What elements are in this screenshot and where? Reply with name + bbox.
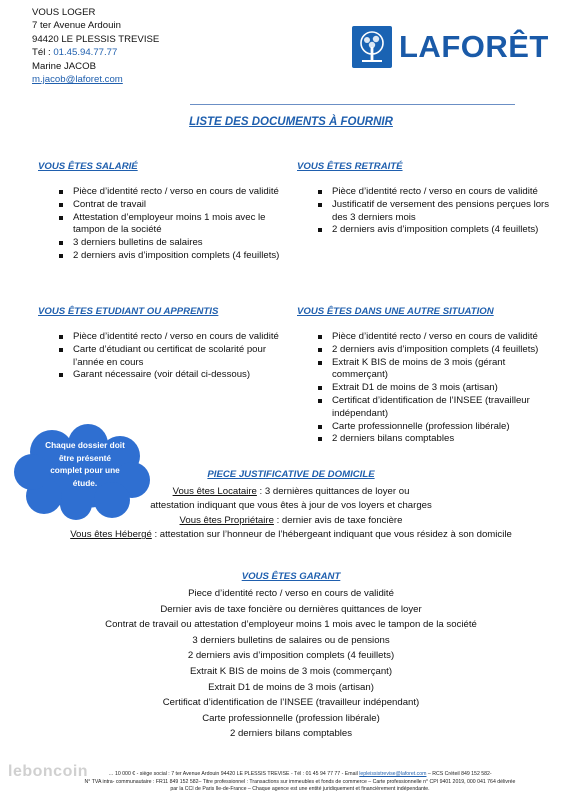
list-item: Pièce d’identité recto / verso en cours de validité — [297, 331, 559, 344]
garant-list — [0, 586, 582, 742]
sender-email-link[interactable]: m.jacob@laforet.com — [32, 74, 123, 86]
footer-email-link[interactable]: lepleissistrevise@laforet.com — [359, 771, 427, 777]
footer-line-2: N° TVA intra- communautaire : FR11 849 152 582– Titre professionnel : Transactions sur immeubles et fonds de commerce – Carte professionnelle n° CPI 9401 2019, 000 041 764 délivrée — [84, 778, 516, 785]
list-item: 2 derniers avis d’imposition complets (4 feuillets) — [187, 650, 395, 662]
list-item: Pièce d’identité recto / verso en cours de validité — [297, 186, 559, 199]
list-item: 2 derniers bilans comptables — [229, 728, 353, 740]
sender-street: 7 ter Avenue Ardouin — [32, 20, 121, 32]
footer-line-1: … 10 000 € - siège social : 7 ter Avenue Ardouin 94420 LE PLESSIS TREVISE - Tél : 01 45 94 77 77 - Email lepleissistrevise@laforet.com – RCS Créteil 849 152 582- — [108, 771, 492, 777]
list-item: Extrait D1 de moins de 3 mois (artisan) — [208, 681, 374, 693]
list-item: 2 derniers avis d’imposition complets (4 feuillets) — [297, 224, 559, 237]
list-item: Pièce d’identité recto / verso en cours de validité — [38, 331, 288, 344]
list-item: Carte professionnelle (profession libérale) — [202, 712, 380, 724]
domicile-locataire-2: attestation indiquant que vous êtes à jour de vos loyers et charges — [150, 500, 432, 512]
list-item: Justificatif de versement des pensions perçues lors des 3 derniers mois — [297, 199, 559, 225]
list-item: Carte professionnelle (profession libérale) — [297, 421, 559, 434]
laforet-logo — [352, 26, 557, 70]
sender-phone-label: Tél : — [32, 47, 54, 59]
domicile-locataire: Vous êtes Locataire : 3 dernières quittances de loyer ou — [172, 486, 410, 497]
list-item: Dernier avis de taxe foncière ou dernières quittances de loyer — [160, 603, 422, 615]
list-item: Attestation d’employeur moins 1 mois avec le tampon de la société — [38, 212, 288, 238]
sender-address — [32, 6, 159, 86]
page-title: LISTE DES DOCUMENTS À FOURNIR — [189, 116, 393, 128]
domicile-block — [0, 485, 582, 543]
list-item: 2 derniers avis d’imposition complets (4 feuillets) — [38, 250, 288, 263]
watermark: leboncoin — [8, 763, 89, 780]
sender-phone: 01.45.94.77.77 — [53, 47, 118, 59]
cloud-note-text: Chaque dossier doit être présenté complet pour une étude. — [45, 440, 125, 488]
logo-wordmark: LAFORÊT — [399, 29, 549, 64]
list-item: Certificat d’identification de l’INSEE (travailleur indépendant) — [162, 697, 420, 709]
list-item: 2 derniers bilans comptables — [297, 433, 559, 446]
section-title-etudiant: VOUS ÊTES ETUDIANT OU APPRENTIS — [38, 306, 219, 317]
sender-name: Marine JACOB — [32, 60, 96, 72]
list-item: Contrat de travail — [38, 199, 288, 212]
list-item: Garant nécessaire (voir détail ci-dessous) — [38, 369, 288, 382]
list-item: Piece d’identité recto / verso en cours de validité — [188, 588, 394, 599]
sender-city: 94420 LE PLESSIS TREVISE — [32, 33, 160, 45]
footer-line-3: par la CCI de Paris Ile-de-France – Chaque agence est une entité juridiquement et financièrement indépendante. — [170, 786, 430, 793]
domicile-proprietaire: Vous êtes Propriétaire : dernier avis de taxe foncière — [179, 514, 403, 526]
domicile-heberge: Vous êtes Hébergé : attestation sur l’honneur de l’hébergeant indiquant que vous résidez à son domicile — [70, 529, 512, 541]
legal-footer — [30, 771, 570, 794]
sender-company: VOUS LOGER — [32, 7, 96, 18]
sender-phone-line — [32, 46, 159, 59]
title-divider — [190, 104, 515, 105]
section-title-garant: VOUS ÊTES GARANT — [241, 571, 341, 582]
section-title-salarie: VOUS ÊTES SALARIÉ — [38, 161, 138, 172]
list-retraite — [297, 186, 559, 237]
list-autre — [297, 331, 559, 446]
section-title-autre: VOUS ÊTES DANS UNE AUTRE SITUATION — [297, 306, 494, 317]
list-item: 3 derniers bulletins de salaires ou de pensions — [192, 634, 390, 646]
list-item: Certificat d’identification de l’INSEE (travailleur indépendant) — [297, 395, 559, 421]
section-title-retraite: VOUS ÊTES RETRAITÉ — [297, 161, 403, 172]
tree-icon — [352, 26, 392, 68]
list-item: 2 derniers avis d’imposition complets (4 feuillets) — [297, 344, 559, 357]
section-title-domicile: PIECE JUSTIFICATIVE DE DOMICILE — [207, 469, 375, 480]
list-item: Extrait K BIS de moins de 3 mois (gérant commerçant) — [297, 357, 559, 383]
list-item: Extrait K BIS de moins de 3 mois (commerçant) — [189, 665, 393, 677]
list-item: Extrait D1 de moins de 3 mois (artisan) — [297, 382, 559, 395]
list-item: Pièce d’identité recto / verso en cours de validité — [38, 186, 288, 199]
list-item: Contrat de travail ou attestation d’employeur moins 1 mois avec le tampon de la société — [105, 619, 477, 631]
list-item: 3 derniers bulletins de salaires — [38, 237, 288, 250]
list-etudiant — [38, 331, 288, 382]
list-salarie — [38, 186, 288, 263]
list-item: Carte d’étudiant ou certificat de scolarité pour l’année en cours — [38, 344, 288, 370]
